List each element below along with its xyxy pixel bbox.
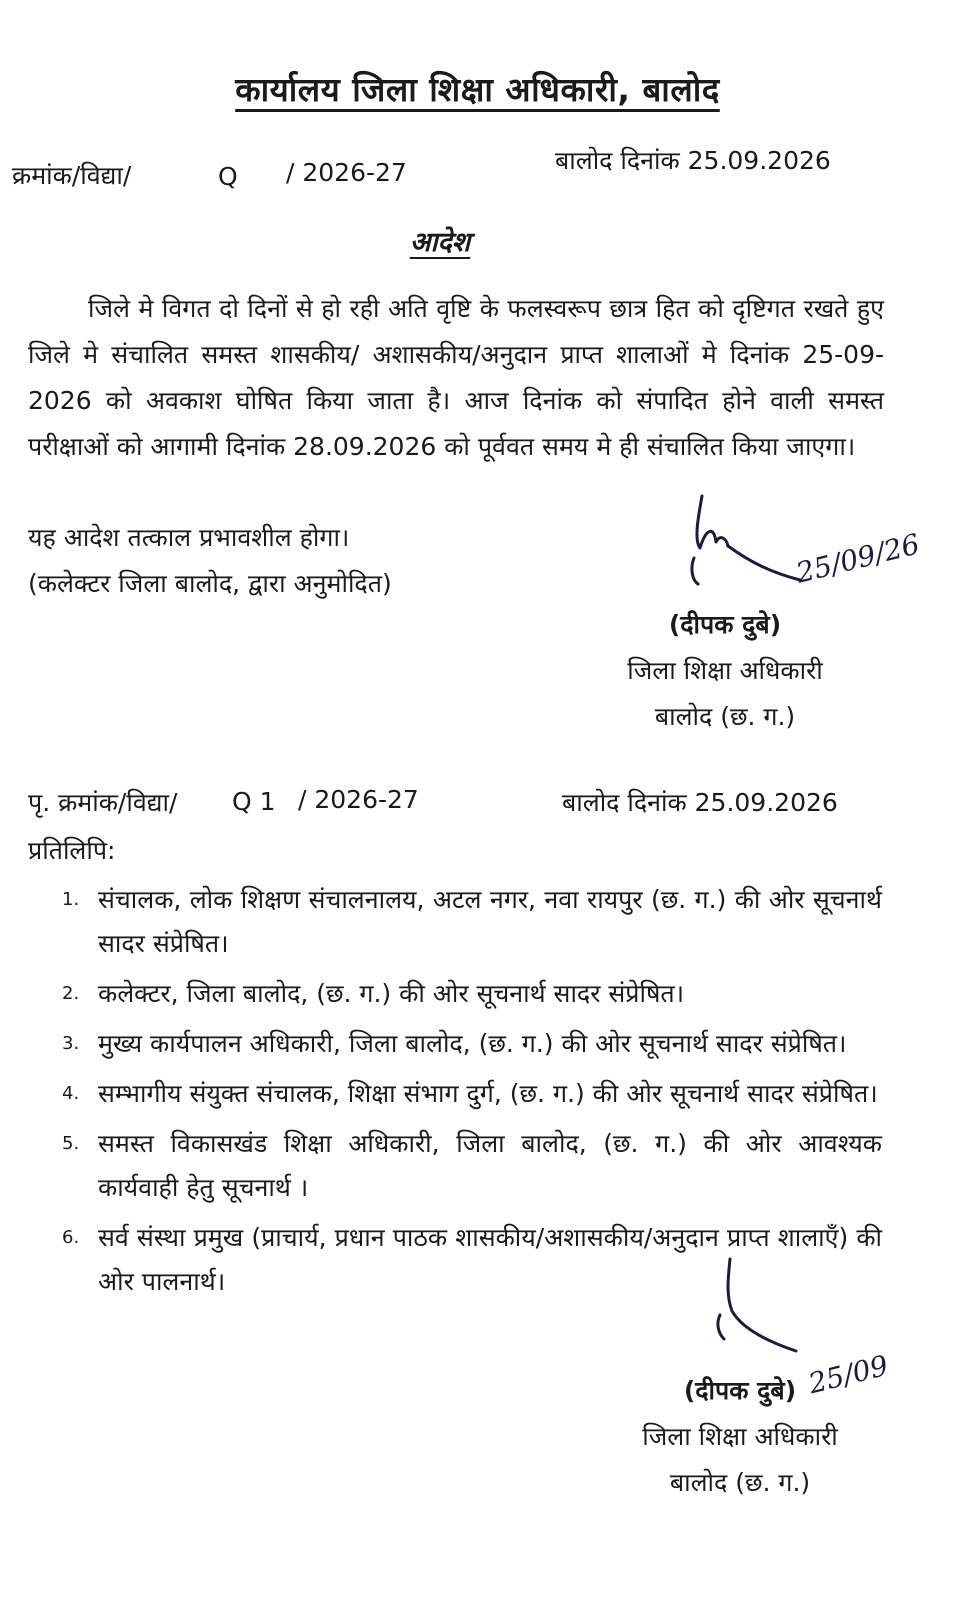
signatory-designation-2: जिला शिक्षा अधिकारी [642,1422,838,1451]
signatory-name-2: (दीपक दुबे) [683,1376,797,1405]
list-item [62,972,882,1016]
list-number: 2. [62,983,80,1004]
recipient-list [62,878,882,1310]
date-line: बालोद दिनांक 25.09.2026 [555,146,831,175]
list-number: 5. [62,1133,80,1154]
order-title-text: आदेश [409,227,471,258]
endorsement-date-line: बालोद दिनांक 25.09.2026 [562,788,838,817]
list-item-text: मुख्य कार्यपालन अधिकारी, जिला बालोद, (छ. ग.) की ओर सूचनार्थ सादर संप्रेषित। [98,1029,847,1058]
order-approved-line: (कलेक्टर जिला बालोद, द्वारा अनुमोदित) [28,569,392,598]
list-number: 1. [62,889,80,910]
list-item [62,878,882,966]
signatory-place: बालोद (छ. ग.) [654,702,796,731]
order-title [0,222,880,259]
signatory-name: (दीपक दुबे) [668,610,782,639]
list-number: 6. [62,1227,80,1248]
list-item [62,1022,882,1066]
handwritten-signature-2 [700,1255,880,1365]
list-item-text: समस्त विकासखंड शिक्षा अधिकारी, जिला बालोद, (छ. ग.) की ओर आवश्यक कार्यवाही हेतु सूचनार्थ । [98,1129,882,1202]
order-body [28,286,884,470]
endorsement-ref-label: पृ. क्रमांक/विद्या/ [28,788,178,817]
list-number: 4. [62,1083,80,1104]
list-number: 3. [62,1033,80,1054]
signature-block [590,602,860,740]
list-item [62,1072,882,1116]
order-effective-line: यह आदेश तत्काल प्रभावशील होगा। [28,523,350,552]
list-item [62,1122,882,1210]
list-item-text: सर्व संस्था प्रमुख (प्राचार्य, प्रधान पाठक शासकीय/अशासकीय/अनुदान प्राप्त शालाएँ) की ओर पालनार्थ। [98,1223,882,1296]
order-paragraph: जिले मे विगत दो दिनों से हो रही अति वृष्टि के फलस्वरूप छात्र हित को दृष्टिगत रखते हुए जिले मे संचालित समस्त शासकीय/ अशासकीय/अनुदान प्राप्त शालाओं मे दिनांक 25-09-2026 को अवकाश घोषित किया जाता है। आज दिनांक को संपादित होने वाली समस्त परीक्षाओं को आगामी दिनांक 28.09.2026 को पूर्ववत समय मे ही संचालित किया जाएगा। [28,294,884,461]
list-item-text: संचालक, लोक शिक्षण संचालनालय, अटल नगर, नवा रायपुर (छ. ग.) की ओर सूचनार्थ सादर संप्रेषित। [98,885,882,958]
signatory-designation: जिला शिक्षा अधिकारी [627,656,823,685]
endorsement-ref-number: Q 1 [232,787,276,816]
copy-label: प्रतिलिपि: [28,836,116,865]
ref-number: Q [218,162,238,191]
list-item-text: कलेक्टर, जिला बालोद, (छ. ग.) की ओर सूचनार्थ सादर संप्रेषित। [98,979,685,1008]
office-title [0,66,955,111]
list-item-text: सम्भागीय संयुक्त संचालक, शिक्षा संभाग दुर्ग, (छ. ग.) की ओर सूचनार्थ सादर संप्रेषित। [98,1079,878,1108]
ref-label: क्रमांक/विद्या/ [12,161,132,190]
signature-block-2 [600,1368,880,1506]
handwritten-date: 25/09/26 [792,527,923,590]
office-title-text: कार्यालय जिला शिक्षा अधिकारी, बालोद [235,70,720,109]
endorsement-ref-year: / 2026-27 [298,785,419,814]
signatory-place-2: बालोद (छ. ग.) [669,1468,811,1497]
ref-year: / 2026-27 [286,158,407,187]
handwritten-date-2: 25/09 [805,1348,892,1401]
